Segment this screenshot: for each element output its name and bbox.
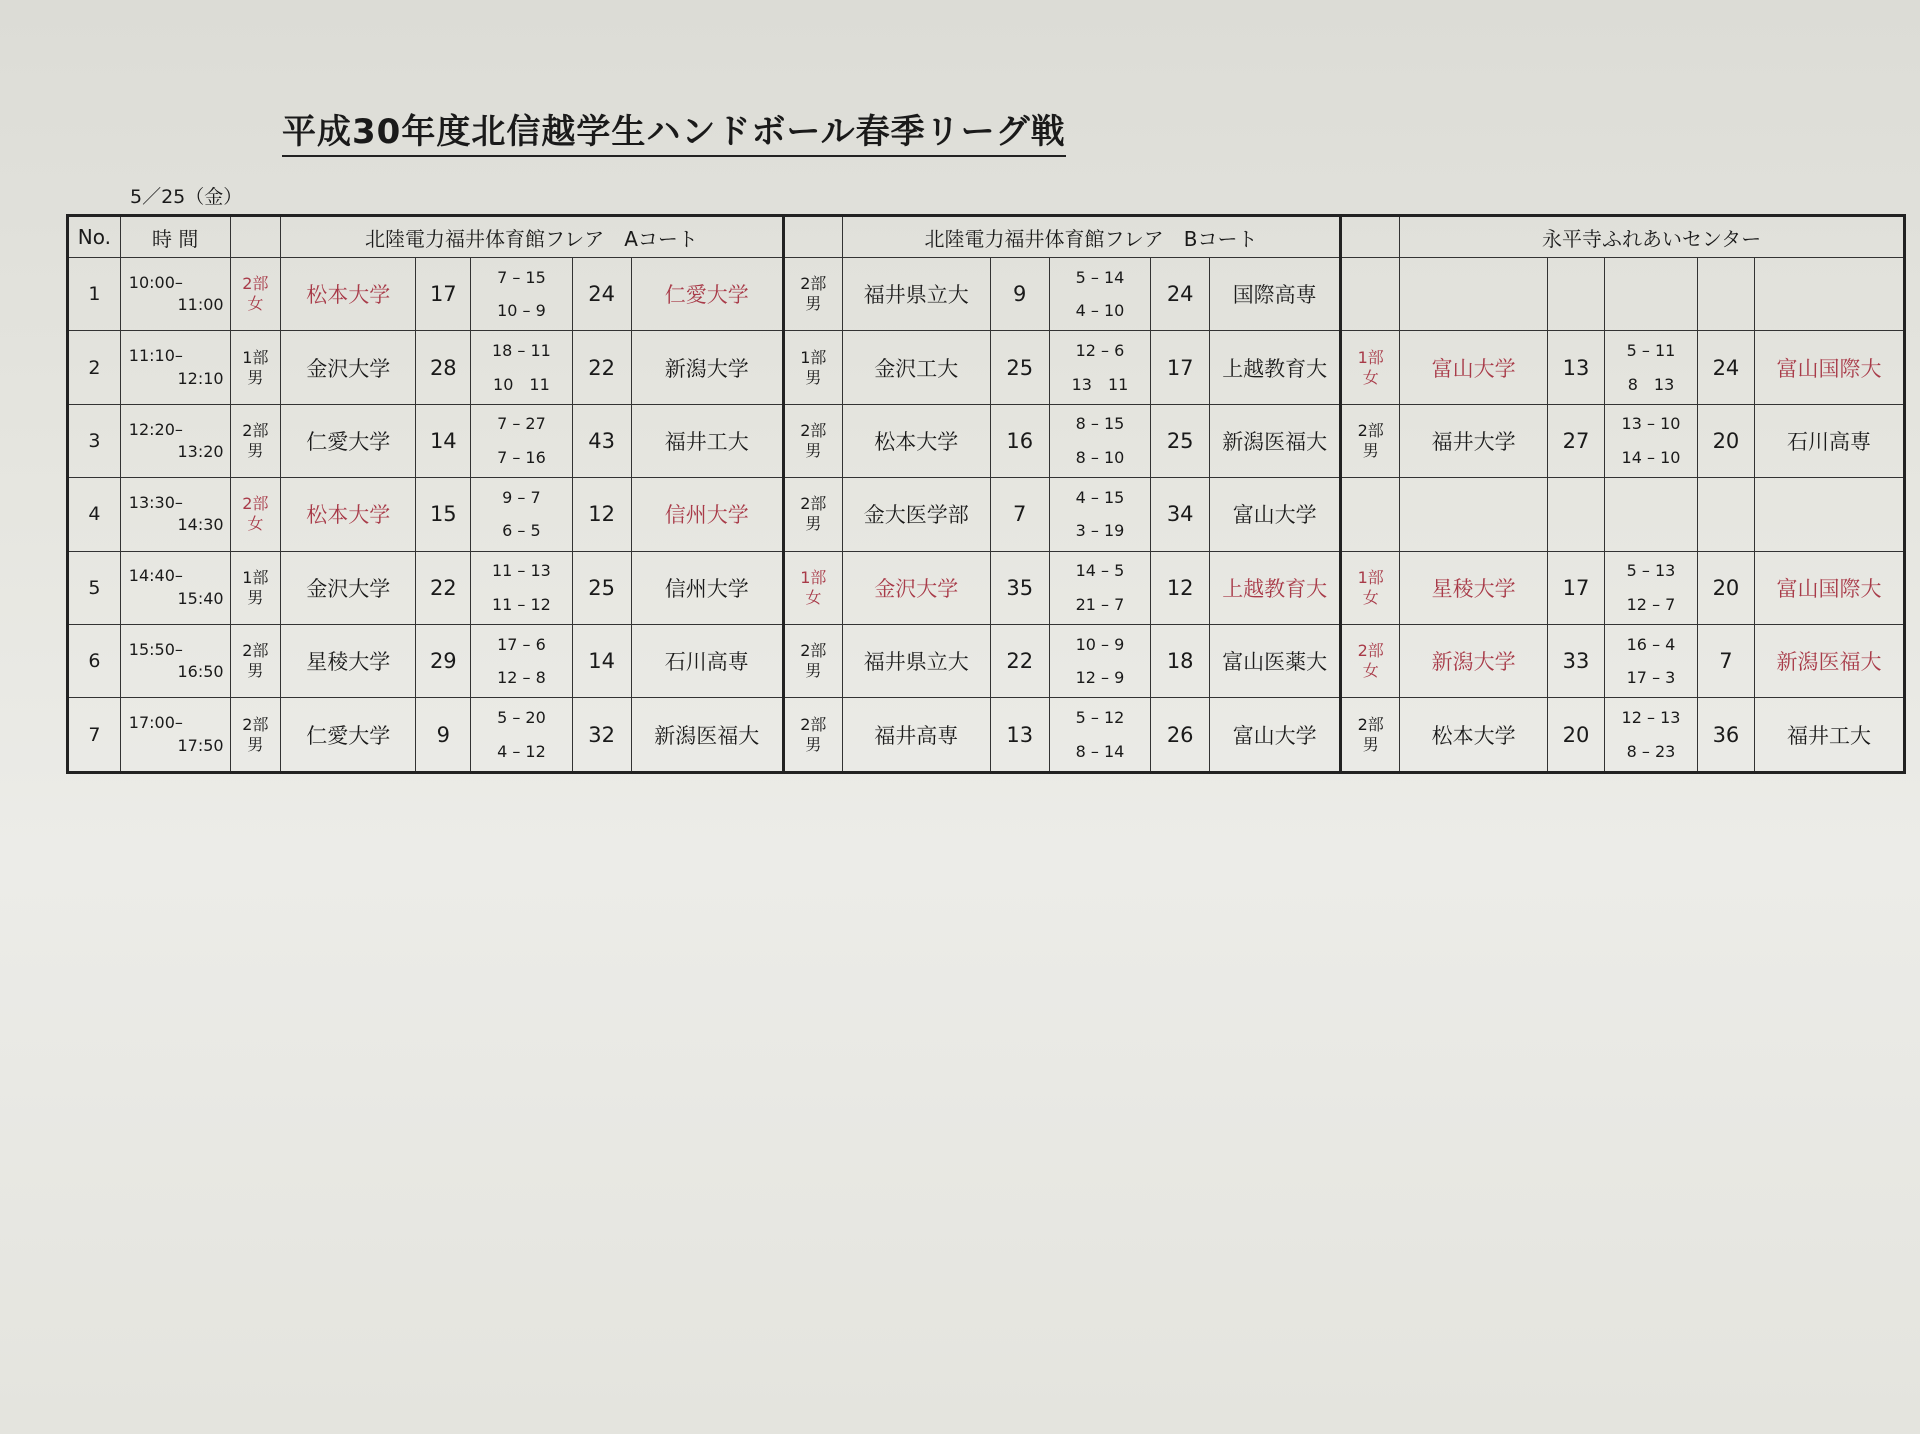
second-half-score: 21 – 7 [1075,594,1125,614]
first-half-score: 9 – 7 [502,487,541,507]
court-a-team-2: 新潟医福大 [631,698,783,773]
court-c-score-2 [1697,478,1754,551]
second-half-score: 4 – 12 [497,741,546,761]
court-a-half-scores [471,258,572,331]
header-court-a-div [230,216,281,258]
second-half-score: 8 – 10 [1075,448,1125,468]
court-c-half-scores [1605,698,1698,773]
time-start: 13:30– [128,493,183,513]
first-half-score: 16 – 4 [1626,634,1676,654]
court-b-score-1: 22 [990,625,1049,698]
division-tier: 1部 [242,347,269,367]
time-start: 12:20– [128,419,183,439]
court-a-score-2: 43 [572,404,631,477]
court-b-half-scores [1049,478,1150,551]
court-a-half-scores [471,404,572,477]
court-a-score-2: 12 [572,478,631,551]
second-half-score: 12 – 7 [1626,594,1676,614]
court-c-score-2: 24 [1697,331,1754,404]
first-half-score: 11 – 13 [491,561,551,581]
court-a-team-2: 石川高専 [631,625,783,698]
court-b-team-2: 上越教育大 [1210,551,1341,624]
court-b-score-2: 34 [1151,478,1210,551]
court-a-team-2: 新潟大学 [631,331,783,404]
second-half-score: 8 – 14 [1075,741,1125,761]
second-half-score: 14 – 10 [1621,448,1681,468]
court-b-score-2: 26 [1151,698,1210,773]
court-b-division [783,625,842,698]
court-c-score-1: 33 [1548,625,1605,698]
second-half-score: 8 – 23 [1626,741,1676,761]
court-c-half-scores [1605,404,1698,477]
division-gender: 女 [1362,587,1379,607]
division-gender: 男 [1362,441,1379,461]
court-a-division [230,478,281,551]
court-c-score-2: 36 [1697,698,1754,773]
court-b-division [783,404,842,477]
court-a-score-2: 14 [572,625,631,698]
time-start: 10:00– [128,272,183,292]
table-row [68,478,1905,551]
court-c-half-scores [1605,625,1698,698]
header-court-a: 北陸電力福井体育館フレア Aコート [281,216,784,258]
division-tier: 2部 [800,421,827,441]
court-a-team-1: 松本大学 [281,478,416,551]
court-a-score-2: 32 [572,698,631,773]
division-tier: 2部 [1357,641,1384,661]
court-b-score-1: 35 [990,551,1049,624]
division-gender: 男 [247,661,264,681]
match-time [120,258,230,331]
header-court-c: 永平寺ふれあいセンター [1400,216,1905,258]
match-time [120,478,230,551]
division-tier: 1部 [242,567,269,587]
court-a-team-2: 福井工大 [631,404,783,477]
division-gender: 女 [1362,367,1379,387]
court-a-team-2: 信州大学 [631,478,783,551]
match-number: 3 [68,404,121,477]
court-c-half-scores [1605,258,1698,331]
court-a-division [230,551,281,624]
court-a-score-1: 29 [416,625,471,698]
schedule-table [66,214,1906,774]
second-half-score: 13 11 [1071,374,1129,394]
division-gender: 男 [1362,734,1379,754]
second-half-score: 4 – 10 [1075,301,1125,321]
division-tier: 2部 [800,714,827,734]
division-gender: 男 [805,661,822,681]
header-court-c-div [1341,216,1400,258]
court-c-division [1341,551,1400,624]
match-time [120,698,230,773]
first-half-score: 8 – 15 [1075,414,1125,434]
division-tier: 2部 [242,494,269,514]
court-b-half-scores [1049,404,1150,477]
first-half-score: 5 – 11 [1626,341,1676,361]
division-tier: 1部 [1357,347,1384,367]
match-number: 1 [68,258,121,331]
second-half-score: 8 13 [1627,374,1675,394]
division-gender: 男 [805,514,822,534]
court-b-team-1: 福井高専 [842,698,990,773]
match-number: 2 [68,331,121,404]
court-b-team-2: 新潟医福大 [1210,404,1341,477]
header-time: 時 間 [120,216,230,258]
court-a-team-2: 仁愛大学 [631,258,783,331]
court-b-team-1: 福井県立大 [842,625,990,698]
court-c-division [1341,258,1400,331]
court-a-score-2: 24 [572,258,631,331]
court-c-half-scores [1605,478,1698,551]
first-half-score: 4 – 15 [1075,487,1125,507]
table-row [68,258,1905,331]
court-c-half-scores [1605,551,1698,624]
court-b-team-2: 富山医薬大 [1210,625,1341,698]
division-gender: 男 [247,367,264,387]
court-c-team-1: 富山大学 [1400,331,1548,404]
first-half-score: 12 – 13 [1621,708,1681,728]
court-c-team-1 [1400,478,1548,551]
first-half-score: 5 – 14 [1075,267,1125,287]
court-c-score-1: 17 [1548,551,1605,624]
first-half-score: 7 – 27 [497,414,546,434]
second-half-score: 10 – 9 [497,301,546,321]
division-tier: 2部 [242,641,269,661]
first-half-score: 12 – 6 [1075,341,1125,361]
division-tier: 2部 [800,274,827,294]
court-c-team-2: 福井工大 [1754,698,1904,773]
court-a-score-1: 22 [416,551,471,624]
match-number: 4 [68,478,121,551]
match-number: 7 [68,698,121,773]
first-half-score: 5 – 20 [497,708,546,728]
time-end: 17:50 [177,735,224,755]
court-c-score-1: 20 [1548,698,1605,773]
court-b-half-scores [1049,551,1150,624]
court-a-team-1: 金沢大学 [281,331,416,404]
court-a-score-2: 22 [572,331,631,404]
match-number: 6 [68,625,121,698]
division-tier: 2部 [242,421,269,441]
court-b-team-2: 上越教育大 [1210,331,1341,404]
court-a-half-scores [471,698,572,773]
court-b-score-1: 25 [990,331,1049,404]
court-b-team-2: 富山大学 [1210,698,1341,773]
division-gender: 男 [247,587,264,607]
court-c-half-scores [1605,331,1698,404]
division-tier: 2部 [800,641,827,661]
court-a-team-1: 金沢大学 [281,551,416,624]
division-gender: 女 [1362,661,1379,681]
first-half-score: 13 – 10 [1621,414,1681,434]
court-b-team-2: 国際高専 [1210,258,1341,331]
court-a-score-1: 14 [416,404,471,477]
time-end: 14:30 [177,515,224,535]
court-b-division [783,331,842,404]
division-gender: 女 [247,514,264,534]
table-row [68,625,1905,698]
court-c-team-1 [1400,258,1548,331]
division-gender: 男 [247,441,264,461]
first-half-score: 5 – 12 [1075,708,1125,728]
division-gender: 男 [805,294,822,314]
second-half-score: 3 – 19 [1075,521,1125,541]
court-a-score-1: 17 [416,258,471,331]
court-a-division [230,698,281,773]
court-a-team-1: 仁愛大学 [281,698,416,773]
match-number: 5 [68,551,121,624]
court-c-score-1 [1548,478,1605,551]
court-c-team-2 [1754,258,1904,331]
header-court-b-div [783,216,842,258]
division-gender: 女 [805,587,822,607]
court-b-division [783,698,842,773]
second-half-score: 17 – 3 [1626,668,1676,688]
court-a-team-1: 星稜大学 [281,625,416,698]
court-a-score-1: 15 [416,478,471,551]
court-c-score-2: 20 [1697,404,1754,477]
court-b-half-scores [1049,331,1150,404]
court-a-team-1: 仁愛大学 [281,404,416,477]
first-half-score: 14 – 5 [1075,561,1125,581]
first-half-score: 5 – 13 [1626,561,1676,581]
first-half-score: 17 – 6 [497,634,546,654]
court-a-half-scores [471,331,572,404]
court-c-team-2: 新潟医福大 [1754,625,1904,698]
division-tier: 2部 [1357,421,1384,441]
court-b-score-2: 12 [1151,551,1210,624]
court-a-team-2: 信州大学 [631,551,783,624]
division-tier: 2部 [242,714,269,734]
table-row [68,551,1905,624]
division-gender: 男 [247,734,264,754]
table-row [68,698,1905,773]
division-tier: 1部 [800,347,827,367]
court-c-team-2 [1754,478,1904,551]
court-b-team-1: 金沢大学 [842,551,990,624]
division-gender: 男 [805,367,822,387]
court-b-score-1: 9 [990,258,1049,331]
division-tier: 2部 [1357,714,1384,734]
court-b-team-1: 金大医学部 [842,478,990,551]
time-start: 15:50– [128,639,183,659]
division-gender: 女 [247,294,264,314]
division-tier: 1部 [1357,567,1384,587]
match-time [120,404,230,477]
court-a-half-scores [471,625,572,698]
court-c-score-2: 7 [1697,625,1754,698]
court-b-team-1: 松本大学 [842,404,990,477]
court-b-half-scores [1049,625,1150,698]
second-half-score: 12 – 8 [497,668,546,688]
time-end: 15:40 [177,588,224,608]
court-a-half-scores [471,478,572,551]
division-tier: 1部 [800,567,827,587]
court-b-team-2: 富山大学 [1210,478,1341,551]
second-half-score: 7 – 16 [497,448,546,468]
court-a-score-2: 25 [572,551,631,624]
court-b-team-1: 金沢工大 [842,331,990,404]
court-b-score-1: 16 [990,404,1049,477]
court-b-team-1: 福井県立大 [842,258,990,331]
court-b-division [783,551,842,624]
court-c-division [1341,698,1400,773]
court-b-division [783,478,842,551]
court-c-team-1: 新潟大学 [1400,625,1548,698]
court-c-score-2 [1697,258,1754,331]
table-row [68,331,1905,404]
court-c-team-2: 富山国際大 [1754,331,1904,404]
court-a-division [230,331,281,404]
division-gender: 男 [805,441,822,461]
court-a-score-1: 9 [416,698,471,773]
court-c-score-1: 13 [1548,331,1605,404]
court-c-division [1341,625,1400,698]
court-a-division [230,625,281,698]
second-half-score: 10 11 [493,374,550,394]
court-b-score-1: 13 [990,698,1049,773]
first-half-score: 18 – 11 [491,341,551,361]
court-c-team-2: 富山国際大 [1754,551,1904,624]
court-b-division [783,258,842,331]
court-a-division [230,404,281,477]
court-b-half-scores [1049,698,1150,773]
first-half-score: 10 – 9 [1075,634,1125,654]
time-start: 14:40– [128,566,183,586]
court-c-team-1: 松本大学 [1400,698,1548,773]
match-time [120,551,230,624]
court-a-half-scores [471,551,572,624]
court-b-score-2: 25 [1151,404,1210,477]
header-no: No. [68,216,121,258]
court-c-division [1341,404,1400,477]
schedule-date: 5／25（金） [130,186,243,208]
time-start: 11:10– [128,346,183,366]
division-tier: 2部 [800,494,827,514]
court-a-score-1: 28 [416,331,471,404]
court-c-team-1: 福井大学 [1400,404,1548,477]
second-half-score: 11 – 12 [491,594,551,614]
second-half-score: 12 – 9 [1075,668,1125,688]
court-a-team-1: 松本大学 [281,258,416,331]
time-end: 11:00 [177,295,224,315]
court-c-division [1341,478,1400,551]
time-start: 17:00– [128,713,183,733]
court-c-score-2: 20 [1697,551,1754,624]
header-court-b: 北陸電力福井体育館フレア Bコート [842,216,1340,258]
court-b-score-2: 24 [1151,258,1210,331]
court-c-team-1: 星稜大学 [1400,551,1548,624]
court-c-score-1: 27 [1548,404,1605,477]
time-end: 13:20 [177,442,224,462]
court-b-score-2: 17 [1151,331,1210,404]
court-c-division [1341,331,1400,404]
time-end: 12:10 [177,368,224,388]
court-b-score-2: 18 [1151,625,1210,698]
court-a-division [230,258,281,331]
first-half-score: 7 – 15 [497,267,546,287]
court-b-score-1: 7 [990,478,1049,551]
second-half-score: 6 – 5 [502,521,541,541]
court-c-score-1 [1548,258,1605,331]
division-tier: 2部 [242,274,269,294]
document-title: 平成30年度北信越学生ハンドボール春季リーグ戦 [282,104,1066,157]
table-header-row [68,216,1905,258]
court-b-half-scores [1049,258,1150,331]
court-c-team-2: 石川高専 [1754,404,1904,477]
match-time [120,625,230,698]
time-end: 16:50 [177,662,224,682]
division-gender: 男 [805,734,822,754]
table-row [68,404,1905,477]
match-time [120,331,230,404]
